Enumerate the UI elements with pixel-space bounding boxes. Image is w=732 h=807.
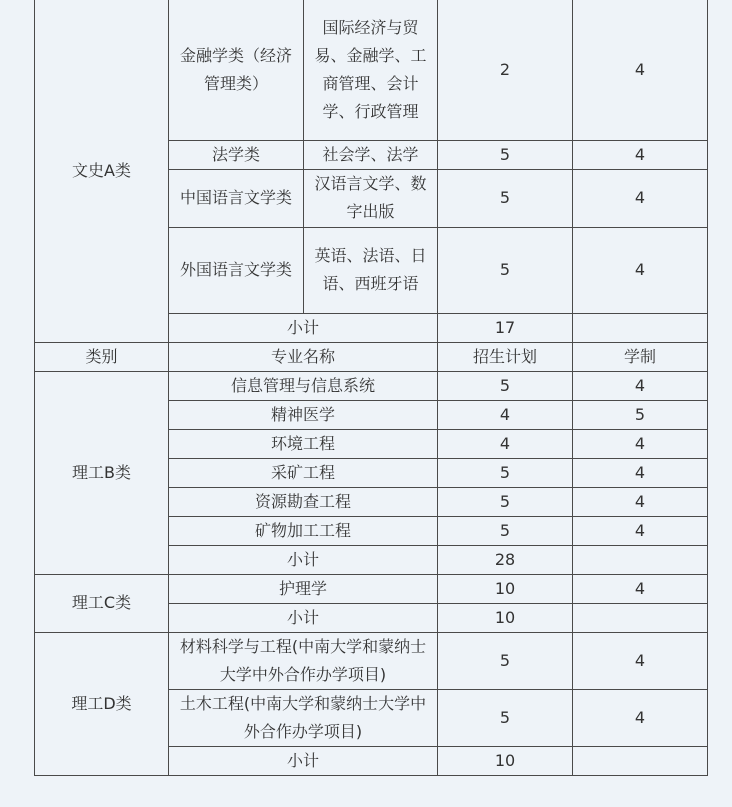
- plan-cell: 4: [438, 429, 573, 458]
- major-cell: 精神医学: [169, 400, 438, 429]
- major-cell: 采矿工程: [169, 458, 438, 487]
- plan-cell: 2: [438, 0, 573, 140]
- fields-cell: 社会学、法学: [304, 140, 438, 169]
- header-row: [35, 342, 708, 371]
- major-cell: 中国语言文学类: [169, 169, 304, 227]
- plan-cell: 4: [438, 400, 573, 429]
- empty-cell: [573, 746, 708, 775]
- header-category: 类别: [35, 342, 169, 371]
- category-cell: 理工D类: [35, 632, 169, 775]
- plan-cell: 5: [438, 516, 573, 545]
- major-cell: 资源勘查工程: [169, 487, 438, 516]
- years-cell: 4: [573, 516, 708, 545]
- empty-cell: [573, 603, 708, 632]
- header-years: 学制: [573, 342, 708, 371]
- major-cell: 环境工程: [169, 429, 438, 458]
- major-cell: 土木工程(中南大学和蒙纳士大学中外合作办学项目): [169, 689, 438, 746]
- plan-cell: 5: [438, 140, 573, 169]
- subtotal-value: 17: [438, 313, 573, 342]
- empty-cell: [573, 545, 708, 574]
- years-cell: 4: [573, 632, 708, 689]
- subtotal-value: 10: [438, 603, 573, 632]
- header-major: 专业名称: [169, 342, 438, 371]
- subtotal-label: 小计: [169, 603, 438, 632]
- plan-cell: 5: [438, 632, 573, 689]
- major-cell: 护理学: [169, 574, 438, 603]
- years-cell: 4: [573, 169, 708, 227]
- table-row: [35, 371, 708, 400]
- years-cell: 4: [573, 227, 708, 313]
- years-cell: 4: [573, 0, 708, 140]
- major-cell: 矿物加工工程: [169, 516, 438, 545]
- years-cell: 4: [573, 371, 708, 400]
- years-cell: 4: [573, 689, 708, 746]
- years-cell: 4: [573, 458, 708, 487]
- major-cell: 金融学类（经济管理类）: [169, 0, 304, 140]
- plan-cell: 5: [438, 227, 573, 313]
- fields-cell: 国际经济与贸易、金融学、工商管理、会计学、行政管理: [304, 0, 438, 140]
- major-cell: 外国语言文学类: [169, 227, 304, 313]
- major-cell: 信息管理与信息系统: [169, 371, 438, 400]
- fields-cell: 英语、法语、日语、西班牙语: [304, 227, 438, 313]
- plan-cell: 10: [438, 574, 573, 603]
- category-cell: 理工B类: [35, 371, 169, 574]
- table-row: [35, 0, 708, 140]
- category-cell: 文史A类: [35, 0, 169, 342]
- table-row: [35, 574, 708, 603]
- fields-cell: 汉语言文学、数字出版: [304, 169, 438, 227]
- years-cell: 4: [573, 574, 708, 603]
- years-cell: 4: [573, 487, 708, 516]
- years-cell: 5: [573, 400, 708, 429]
- subtotal-label: 小计: [169, 313, 438, 342]
- years-cell: 4: [573, 140, 708, 169]
- plan-cell: 5: [438, 487, 573, 516]
- empty-cell: [573, 313, 708, 342]
- admissions-table-container: [34, 0, 707, 776]
- plan-cell: 5: [438, 169, 573, 227]
- plan-cell: 5: [438, 458, 573, 487]
- major-cell: 材料科学与工程(中南大学和蒙纳士大学中外合作办学项目): [169, 632, 438, 689]
- table-row: [35, 632, 708, 689]
- plan-cell: 5: [438, 371, 573, 400]
- category-cell: 理工C类: [35, 574, 169, 632]
- years-cell: 4: [573, 429, 708, 458]
- major-cell: 法学类: [169, 140, 304, 169]
- subtotal-value: 10: [438, 746, 573, 775]
- admissions-table: [34, 0, 708, 776]
- header-plan: 招生计划: [438, 342, 573, 371]
- subtotal-label: 小计: [169, 746, 438, 775]
- subtotal-value: 28: [438, 545, 573, 574]
- subtotal-label: 小计: [169, 545, 438, 574]
- plan-cell: 5: [438, 689, 573, 746]
